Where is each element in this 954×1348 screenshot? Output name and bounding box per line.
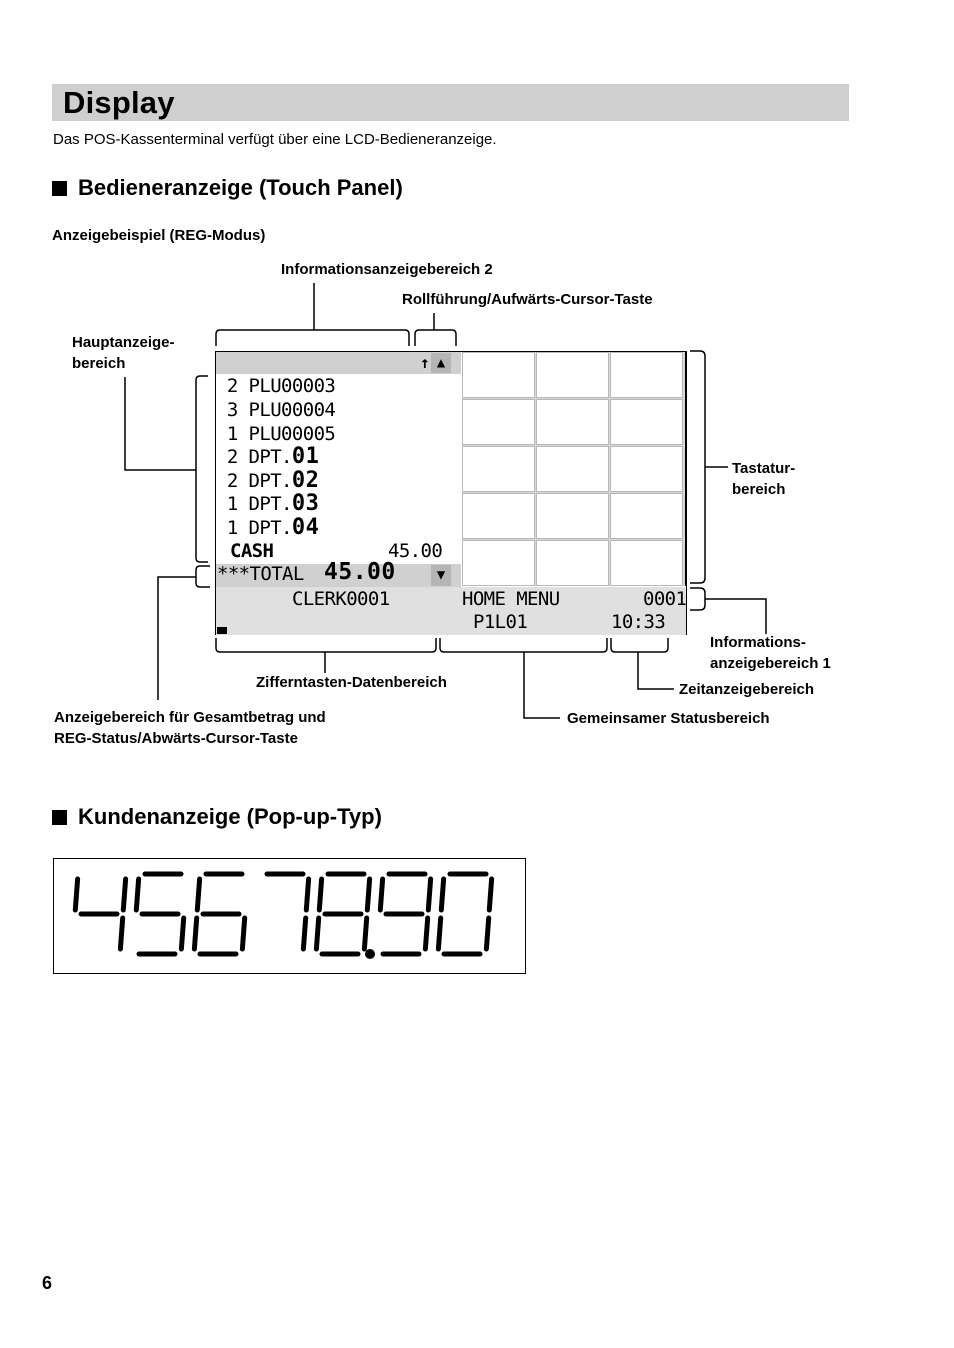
digit-segment (242, 918, 244, 949)
total-label: ***TOTAL (217, 563, 304, 585)
keyboard-key[interactable] (610, 352, 683, 398)
page-number: 6 (42, 1273, 53, 1293)
leader-total-area (158, 577, 196, 700)
time-display: 10:33 (611, 611, 666, 633)
label-total-line1: Anzeigebereich für Gesamtbetrag und (54, 709, 326, 726)
digit-segment (380, 879, 382, 910)
leader-time-area (638, 652, 674, 689)
section-heading-text: Kundenanzeige (Pop-up-Typ) (78, 804, 382, 829)
digit-segment (438, 918, 440, 949)
keyboard-key[interactable] (536, 446, 609, 492)
digit-segment (123, 879, 125, 910)
digit-segment (75, 879, 77, 910)
digit-segment (316, 918, 318, 949)
list-item: 1 DPT.04 (226, 515, 320, 540)
page-title: Display (63, 85, 175, 120)
digit-segment (425, 918, 427, 949)
digit-segment (120, 918, 122, 949)
info-area-1-counter: 0001 (643, 588, 687, 610)
digit-segment (489, 879, 491, 910)
label-keyboard-line1: Tastatur- (732, 460, 796, 477)
clerk-name: CLERK0001 (292, 588, 390, 610)
label-main-area-line2: bereich (72, 355, 126, 372)
label-info1-line1: Informations- (710, 634, 806, 651)
list-item: 2 DPT.01 (226, 444, 320, 469)
section-heading-text: Bedieneranzeige (Touch Panel) (78, 175, 403, 200)
decimal-point (365, 949, 375, 959)
keyboard-key[interactable] (610, 493, 683, 539)
cash-label: CASH (230, 540, 274, 562)
label-common-status: Gemeinsamer Statusbereich (567, 710, 770, 727)
bracket-info2 (216, 330, 409, 346)
bracket-time-area (611, 638, 668, 652)
home-menu-label: HOME MENU (462, 588, 560, 610)
label-total-line2: REG-Status/Abwärts-Cursor-Taste (54, 730, 298, 747)
bracket-keyboard (690, 351, 705, 583)
keyboard-key[interactable] (462, 352, 535, 398)
section-heading-customer-display (52, 804, 382, 830)
digit-segment (194, 918, 196, 949)
keyboard-key[interactable] (462, 446, 535, 492)
bracket-total-area (196, 566, 210, 587)
bracket-numeric-keys (216, 638, 436, 652)
label-info-area-2: Informationsanzeigebereich 2 (281, 261, 493, 278)
customer-display (53, 858, 526, 974)
digit-segment (486, 918, 488, 949)
digit-segment (136, 879, 138, 910)
label-numeric-keys: Zifferntasten-Datenbereich (256, 674, 447, 691)
keyboard-key[interactable] (610, 446, 683, 492)
label-info1-line2: anzeigebereich 1 (710, 655, 831, 672)
keyboard-key[interactable] (536, 540, 609, 586)
keyboard-edge (685, 352, 687, 586)
digit-segment (441, 879, 443, 910)
bracket-info1 (690, 588, 705, 610)
digit-segment (306, 879, 308, 910)
leader-info1 (705, 599, 766, 634)
label-main-area-line1: Hauptanzeige- (72, 334, 175, 351)
total-value: 45.00 (324, 559, 396, 585)
intro-text: Das POS-Kassenterminal verfügt über eine LCD-Bedieneranzeige. (53, 131, 497, 148)
keyboard-key[interactable] (610, 399, 683, 445)
keyboard-key[interactable] (462, 399, 535, 445)
square-bullet-icon (52, 810, 67, 825)
cursor-block (217, 627, 227, 634)
label-keyboard-line2: bereich (732, 481, 786, 498)
list-item: 1 DPT.03 (226, 491, 320, 516)
keyboard-key[interactable] (536, 399, 609, 445)
operator-lcd-display (215, 351, 687, 635)
leader-common-status (524, 652, 560, 718)
list-item: 1 PLU00005 (226, 423, 336, 445)
label-scroll-up-key: Rollführung/Aufwärts-Cursor-Taste (402, 291, 653, 308)
label-time-area: Zeitanzeigebereich (679, 681, 815, 698)
scroll-up-cursor-key[interactable] (431, 353, 451, 373)
bracket-scroll-up (415, 330, 456, 346)
customer-display-digits (54, 859, 524, 972)
keyboard-grid (462, 352, 687, 586)
list-item: 3 PLU00004 (226, 399, 336, 421)
digit-segment (303, 918, 305, 949)
digit-segment (181, 918, 183, 949)
up-arrow-icon: ↑ (420, 353, 430, 372)
digit-segment (319, 879, 321, 910)
leader-main-area (125, 377, 196, 470)
keyboard-key[interactable] (610, 540, 683, 586)
example-title: Anzeigebeispiel (REG-Modus) (52, 227, 266, 244)
keyboard-key[interactable] (462, 493, 535, 539)
label-total-area (54, 707, 326, 749)
up-triangle-icon: ▲ (436, 355, 446, 371)
label-main-area (72, 332, 175, 374)
bracket-main-area (196, 376, 208, 562)
down-triangle-icon: ▼ (436, 567, 446, 583)
list-item: 2 PLU00003 (226, 375, 336, 397)
common-status: P1L01 (473, 611, 528, 633)
label-keyboard-area (732, 458, 795, 500)
keyboard-key[interactable] (536, 493, 609, 539)
label-info-area-1 (710, 632, 831, 674)
digit-segment (367, 879, 369, 910)
digit-segment (428, 879, 430, 910)
bracket-common-status (440, 638, 607, 652)
list-item: 2 DPT.02 (226, 468, 320, 493)
scroll-down-cursor-key[interactable] (431, 565, 451, 586)
keyboard-key[interactable] (536, 352, 609, 398)
digit-segment (197, 879, 199, 910)
digit-segment (364, 918, 366, 949)
cash-value: 45.00 (388, 540, 443, 562)
keyboard-key[interactable] (462, 540, 535, 586)
